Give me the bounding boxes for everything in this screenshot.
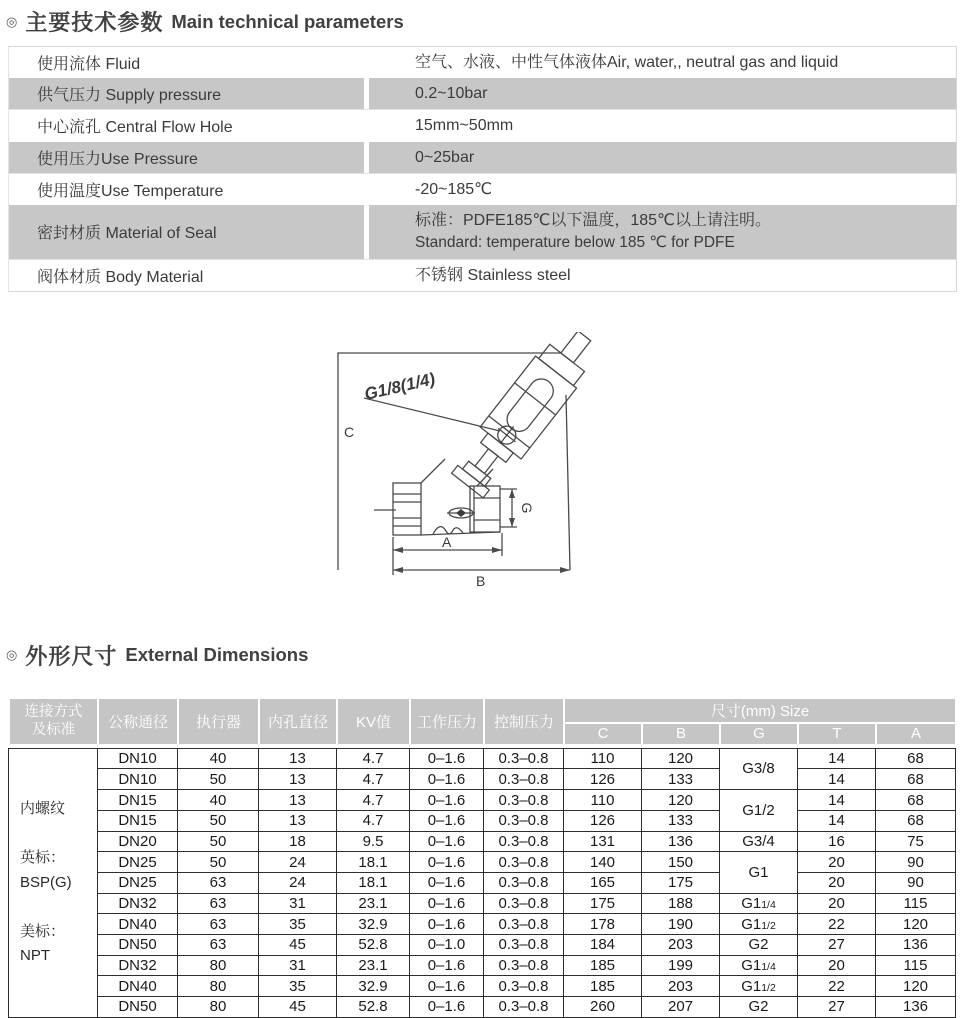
dim-a-label: A bbox=[442, 533, 452, 550]
connection-standard-cell bbox=[9, 748, 98, 1017]
cell-kv: 32.9 bbox=[337, 976, 410, 997]
header-connection-line1: 连接方式 bbox=[24, 704, 83, 721]
header-size-group: 尺寸(mm) Size bbox=[564, 698, 956, 723]
param-value bbox=[364, 110, 956, 141]
param-label: 阀体材质 Body Material bbox=[37, 268, 204, 286]
cell-b: 120 bbox=[642, 790, 720, 811]
cell-kv: 32.9 bbox=[337, 914, 410, 935]
param-label: 使用温度Use Temperature bbox=[37, 182, 224, 200]
cell-c: 185 bbox=[564, 955, 642, 976]
cell-cp: 0.3–0.8 bbox=[484, 934, 564, 955]
cell-wp: 0–1.6 bbox=[410, 748, 484, 769]
cell-a: 115 bbox=[876, 893, 956, 914]
section2-title-en: External Dimensions bbox=[125, 644, 309, 666]
cell-b: 136 bbox=[642, 831, 720, 852]
connection-line: BSP(G) bbox=[20, 873, 72, 891]
cell-wp: 0–1.0 bbox=[410, 934, 484, 955]
header-nominal-diameter: 公称通径 bbox=[98, 698, 178, 745]
cell-g: G3/8 bbox=[720, 748, 798, 789]
bullseye-bullet-icon: ◎ bbox=[6, 647, 18, 663]
cell-a: 120 bbox=[876, 914, 956, 935]
param-value-line: -20~185℃ bbox=[415, 180, 493, 198]
cell-act: 63 bbox=[178, 893, 259, 914]
cell-act: 80 bbox=[178, 976, 259, 997]
cell-g: G1 bbox=[720, 852, 798, 893]
thread-fraction: 1/2 bbox=[761, 981, 776, 994]
cell-dn: DN50 bbox=[98, 997, 178, 1018]
dims-row bbox=[9, 872, 956, 893]
param-value-line: 不锈钢 Stainless steel bbox=[415, 266, 571, 284]
header-connection-standard bbox=[9, 698, 98, 745]
cell-wp: 0–1.6 bbox=[410, 852, 484, 873]
cell-c: 260 bbox=[564, 997, 642, 1018]
cell-b: 175 bbox=[642, 872, 720, 893]
connection-line: NPT bbox=[20, 947, 50, 964]
params-row bbox=[9, 47, 956, 78]
thread-leader-line bbox=[364, 398, 500, 431]
cell-dn: DN40 bbox=[98, 914, 178, 935]
cell-a: 90 bbox=[876, 852, 956, 873]
param-label: 密封材质 Material of Seal bbox=[37, 225, 217, 243]
cell-act: 50 bbox=[178, 810, 259, 831]
cell-t: 20 bbox=[798, 872, 876, 893]
cell-t: 20 bbox=[798, 955, 876, 976]
cell-act: 50 bbox=[178, 831, 259, 852]
param-value-line: Standard: temperature below 185 ℃ for PDFE bbox=[415, 234, 735, 252]
cell-g: G11/4 bbox=[720, 893, 798, 914]
cell-t: 22 bbox=[798, 914, 876, 935]
cell-dn: DN15 bbox=[98, 810, 178, 831]
cell-b: 207 bbox=[642, 997, 720, 1018]
param-value-line: 0~25bar bbox=[415, 148, 475, 166]
cell-b: 190 bbox=[642, 914, 720, 935]
cell-b: 150 bbox=[642, 852, 720, 873]
cell-c: 175 bbox=[564, 893, 642, 914]
dims-row bbox=[9, 748, 956, 769]
cell-a: 136 bbox=[876, 997, 956, 1018]
actuator-stem bbox=[475, 449, 498, 474]
dims-row bbox=[9, 976, 956, 997]
param-value bbox=[364, 47, 956, 78]
dims-row bbox=[9, 955, 956, 976]
params-row bbox=[9, 78, 956, 109]
param-value bbox=[364, 260, 956, 291]
params-row bbox=[9, 142, 956, 173]
cell-kv: 4.7 bbox=[337, 748, 410, 769]
param-value-line: 空气、水液、中性气体液体Air, water,, neutral gas and liquid bbox=[415, 54, 839, 71]
param-value bbox=[364, 78, 956, 109]
cell-g: G3/4 bbox=[720, 831, 798, 852]
header-size-a: A bbox=[876, 723, 956, 745]
params-row bbox=[9, 259, 956, 291]
header-size-g: G bbox=[720, 723, 798, 745]
arrow-g-bottom bbox=[509, 518, 515, 527]
cell-bore: 13 bbox=[259, 748, 337, 769]
cell-kv: 18.1 bbox=[337, 872, 410, 893]
cell-g: G1/2 bbox=[720, 790, 798, 831]
cell-c: 126 bbox=[564, 769, 642, 790]
valve-drawing-svg bbox=[300, 332, 622, 628]
cell-t: 14 bbox=[798, 769, 876, 790]
cell-dn: DN40 bbox=[98, 976, 178, 997]
cell-b: 188 bbox=[642, 893, 720, 914]
header-connection-line2: 及标准 bbox=[31, 722, 76, 739]
cell-wp: 0–1.6 bbox=[410, 997, 484, 1018]
cell-b: 133 bbox=[642, 769, 720, 790]
header-size-c: C bbox=[564, 723, 642, 745]
dim-b-extension bbox=[566, 395, 570, 570]
cell-kv: 4.7 bbox=[337, 810, 410, 831]
dims-row bbox=[9, 893, 956, 914]
thread-fraction: 1/2 bbox=[761, 919, 776, 932]
cell-act: 63 bbox=[178, 914, 259, 935]
connection-line: 美标： bbox=[20, 922, 66, 940]
cell-dn: DN25 bbox=[98, 872, 178, 893]
cell-wp: 0–1.6 bbox=[410, 790, 484, 811]
param-value-line: 0.2~10bar bbox=[415, 85, 488, 103]
param-label: 中心流孔 Central Flow Hole bbox=[37, 119, 233, 137]
dims-table bbox=[8, 748, 956, 1018]
cell-a: 136 bbox=[876, 934, 956, 955]
cell-t: 20 bbox=[798, 852, 876, 873]
pilot-thread-label: G1/8(1/4) bbox=[362, 369, 437, 404]
connection-line: 英标： bbox=[20, 849, 66, 866]
cell-a: 115 bbox=[876, 955, 956, 976]
cell-dn: DN10 bbox=[98, 748, 178, 769]
actuator-assembly bbox=[447, 332, 605, 502]
cell-dn: DN20 bbox=[98, 831, 178, 852]
cell-b: 120 bbox=[642, 748, 720, 769]
cell-dn: DN32 bbox=[98, 893, 178, 914]
dims-row bbox=[9, 914, 956, 935]
cell-bore: 24 bbox=[259, 852, 337, 873]
cell-wp: 0–1.6 bbox=[410, 914, 484, 935]
actuator-knob bbox=[561, 332, 591, 363]
dims-row bbox=[9, 852, 956, 873]
dims-table-body bbox=[9, 748, 956, 1017]
cell-bore: 13 bbox=[259, 790, 337, 811]
connection-line bbox=[20, 822, 97, 847]
cell-c: 131 bbox=[564, 831, 642, 852]
cell-wp: 0–1.6 bbox=[410, 831, 484, 852]
param-label: 供气压力 Supply pressure bbox=[37, 87, 222, 105]
cell-act: 80 bbox=[178, 997, 259, 1018]
cell-c: 140 bbox=[564, 852, 642, 873]
cell-c: 185 bbox=[564, 976, 642, 997]
cell-bore: 31 bbox=[259, 955, 337, 976]
connection-line bbox=[20, 895, 97, 920]
params-row bbox=[9, 109, 956, 141]
header-control-pressure: 控制压力 bbox=[484, 698, 564, 745]
dim-c-label: C bbox=[344, 423, 355, 440]
param-value-line: 15mm~50mm bbox=[415, 117, 514, 135]
thread-fraction: 1/4 bbox=[761, 898, 776, 911]
cell-cp: 0.3–0.8 bbox=[484, 831, 564, 852]
cell-dn: DN10 bbox=[98, 769, 178, 790]
actuator-cylinder bbox=[480, 356, 576, 459]
section2-title-cn: 外形尺寸 bbox=[25, 643, 118, 669]
cell-t: 14 bbox=[798, 810, 876, 831]
dim-g-label: G bbox=[519, 502, 535, 514]
cell-g: G11/2 bbox=[720, 914, 798, 935]
cell-a: 90 bbox=[876, 872, 956, 893]
cell-act: 40 bbox=[178, 748, 259, 769]
cell-cp: 0.3–0.8 bbox=[484, 790, 564, 811]
cell-g: G2 bbox=[720, 934, 798, 955]
cell-b: 203 bbox=[642, 934, 720, 955]
dims-row bbox=[9, 934, 956, 955]
cell-bore: 45 bbox=[259, 934, 337, 955]
dims-row bbox=[9, 831, 956, 852]
cell-a: 120 bbox=[876, 976, 956, 997]
header-size-t: T bbox=[798, 723, 876, 745]
cell-cp: 0.3–0.8 bbox=[484, 872, 564, 893]
cell-t: 16 bbox=[798, 831, 876, 852]
param-value-line: 标准：PDFE185℃以下温度，185℃以上请注明。 bbox=[415, 211, 772, 229]
params-row bbox=[9, 173, 956, 205]
cell-t: 27 bbox=[798, 934, 876, 955]
cell-t: 27 bbox=[798, 997, 876, 1018]
cell-cp: 0.3–0.8 bbox=[484, 810, 564, 831]
orifice-dot bbox=[456, 509, 466, 517]
cell-g: G11/2 bbox=[720, 976, 798, 997]
cell-bore: 13 bbox=[259, 810, 337, 831]
cell-cp: 0.3–0.8 bbox=[484, 893, 564, 914]
cell-wp: 0–1.6 bbox=[410, 955, 484, 976]
dims-row bbox=[9, 769, 956, 790]
section1-title-cn: 主要技术参数 bbox=[25, 10, 164, 35]
header-working-pressure: 工作压力 bbox=[410, 698, 484, 745]
cell-bore: 45 bbox=[259, 997, 337, 1018]
cell-cp: 0.3–0.8 bbox=[484, 997, 564, 1018]
dims-row bbox=[9, 810, 956, 831]
cell-bore: 35 bbox=[259, 914, 337, 935]
cell-a: 68 bbox=[876, 790, 956, 811]
cell-act: 50 bbox=[178, 852, 259, 873]
params-table bbox=[8, 46, 957, 292]
cell-t: 20 bbox=[798, 893, 876, 914]
cell-cp: 0.3–0.8 bbox=[484, 852, 564, 873]
cell-cp: 0.3–0.8 bbox=[484, 748, 564, 769]
cell-c: 184 bbox=[564, 934, 642, 955]
dims-row bbox=[9, 997, 956, 1018]
section1-title-en: Main technical parameters bbox=[171, 10, 404, 32]
cell-act: 50 bbox=[178, 769, 259, 790]
cell-a: 68 bbox=[876, 810, 956, 831]
param-value bbox=[364, 205, 956, 259]
cell-act: 63 bbox=[178, 934, 259, 955]
cell-b: 133 bbox=[642, 810, 720, 831]
section1-title bbox=[6, 6, 960, 37]
cell-t: 22 bbox=[798, 976, 876, 997]
cell-t: 14 bbox=[798, 748, 876, 769]
cell-cp: 0.3–0.8 bbox=[484, 976, 564, 997]
valve-diagram bbox=[300, 332, 622, 628]
cell-a: 75 bbox=[876, 831, 956, 852]
header-actuator: 执行器 bbox=[178, 698, 259, 745]
cell-b: 203 bbox=[642, 976, 720, 997]
cell-bore: 18 bbox=[259, 831, 337, 852]
arrow-a-left bbox=[393, 547, 403, 553]
section2-title bbox=[6, 640, 960, 671]
cell-bore: 31 bbox=[259, 893, 337, 914]
cell-bore: 13 bbox=[259, 769, 337, 790]
cell-c: 178 bbox=[564, 914, 642, 935]
cell-wp: 0–1.6 bbox=[410, 872, 484, 893]
cell-b: 199 bbox=[642, 955, 720, 976]
param-value bbox=[364, 142, 956, 173]
left-port bbox=[393, 483, 421, 535]
cell-act: 80 bbox=[178, 955, 259, 976]
header-size-b: B bbox=[642, 723, 720, 745]
cell-wp: 0–1.6 bbox=[410, 769, 484, 790]
cell-cp: 0.3–0.8 bbox=[484, 955, 564, 976]
cell-dn: DN25 bbox=[98, 852, 178, 873]
dims-table-header bbox=[8, 697, 957, 746]
cell-wp: 0–1.6 bbox=[410, 810, 484, 831]
cell-c: 126 bbox=[564, 810, 642, 831]
bullseye-bullet-icon: ◎ bbox=[6, 13, 18, 29]
cell-a: 68 bbox=[876, 769, 956, 790]
cell-dn: DN15 bbox=[98, 790, 178, 811]
seat-curve bbox=[433, 526, 463, 533]
cell-kv: 4.7 bbox=[337, 769, 410, 790]
connection-line: 内螺纹 bbox=[20, 800, 66, 817]
cell-kv: 52.8 bbox=[337, 934, 410, 955]
param-label: 使用压力Use Pressure bbox=[37, 150, 198, 168]
dim-b-label: B bbox=[476, 572, 486, 589]
cell-kv: 4.7 bbox=[337, 790, 410, 811]
cell-bore: 24 bbox=[259, 872, 337, 893]
cell-c: 165 bbox=[564, 872, 642, 893]
arrow-b-left bbox=[393, 567, 403, 573]
cell-wp: 0–1.6 bbox=[410, 976, 484, 997]
cell-c: 110 bbox=[564, 790, 642, 811]
cell-g: G11/4 bbox=[720, 955, 798, 976]
cell-dn: DN32 bbox=[98, 955, 178, 976]
cell-kv: 52.8 bbox=[337, 997, 410, 1018]
pilot-cross-v bbox=[500, 426, 514, 443]
cell-kv: 18.1 bbox=[337, 852, 410, 873]
body-shoulder-left bbox=[421, 459, 445, 483]
header-kv-value: KV值 bbox=[337, 698, 410, 745]
cell-cp: 0.3–0.8 bbox=[484, 914, 564, 935]
cell-kv: 23.1 bbox=[337, 955, 410, 976]
cell-a: 68 bbox=[876, 748, 956, 769]
arrow-b-right bbox=[560, 567, 570, 573]
thread-fraction: 1/4 bbox=[761, 961, 776, 973]
cell-act: 40 bbox=[178, 790, 259, 811]
cell-g: G2 bbox=[720, 997, 798, 1018]
cylinder-joint1 bbox=[515, 383, 556, 415]
cell-kv: 9.5 bbox=[337, 831, 410, 852]
cell-dn: DN50 bbox=[98, 934, 178, 955]
cell-cp: 0.3–0.8 bbox=[484, 769, 564, 790]
cell-t: 14 bbox=[798, 790, 876, 811]
param-label: 使用流体 Fluid bbox=[37, 56, 141, 74]
param-value bbox=[364, 174, 956, 205]
cell-act: 63 bbox=[178, 872, 259, 893]
header-bore-diameter: 内孔直径 bbox=[259, 698, 337, 745]
arrow-a-right bbox=[492, 547, 502, 553]
cell-bore: 35 bbox=[259, 976, 337, 997]
cell-kv: 23.1 bbox=[337, 893, 410, 914]
cell-c: 110 bbox=[564, 748, 642, 769]
arrow-g-top bbox=[509, 489, 515, 498]
params-row bbox=[9, 205, 956, 259]
dims-row bbox=[9, 790, 956, 811]
cell-wp: 0–1.6 bbox=[410, 893, 484, 914]
